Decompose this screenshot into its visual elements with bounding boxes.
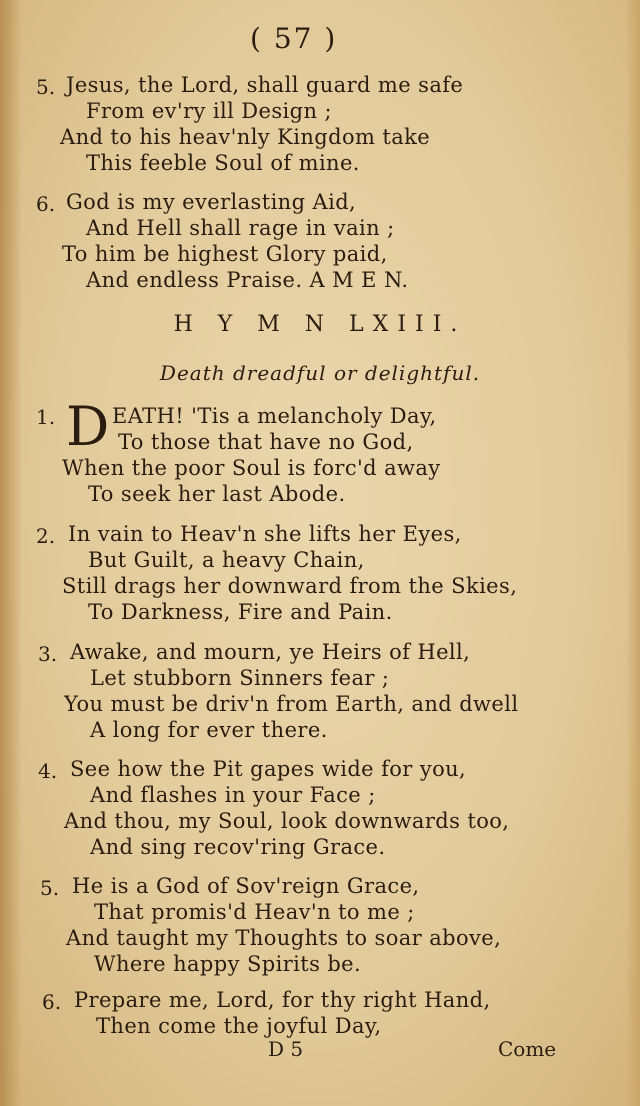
page-number: ( 57 ) — [250, 22, 338, 55]
verse-line: Where happy Spirits be. — [94, 952, 362, 976]
hymn-subtitle: Death dreadful or delightful. — [159, 361, 481, 385]
verse-line: And endless Praise. A M E N. — [86, 268, 409, 292]
page-edge-shadow-left — [0, 0, 22, 1106]
verse-line: To seek her last Abode. — [88, 482, 346, 506]
stanza-number: 6. — [42, 990, 62, 1014]
verse-line: To those that have no God, — [118, 430, 414, 454]
verse-line: Let stubborn Sinners fear ; — [90, 666, 390, 690]
verse-line: And taught my Thoughts to soar above, — [66, 926, 502, 950]
verse-line: In vain to Heav'n she lifts her Eyes, — [68, 522, 462, 546]
verse-line: This feeble Soul of mine. — [86, 151, 360, 175]
verse-line: To him be highest Glory paid, — [62, 242, 388, 266]
verse-line: God is my everlasting Aid, — [66, 190, 357, 214]
verse-line: Jesus, the Lord, shall guard me safe — [66, 73, 464, 97]
verse-line: Still drags her downward from the Skies, — [62, 574, 518, 598]
verse-line: EATH! 'Tis a melancholy Day, — [112, 404, 437, 428]
stanza-number: 5. — [40, 876, 60, 900]
verse-line: You must be driv'n from Earth, and dwell — [64, 692, 519, 716]
verse-line: And thou, my Soul, look downwards too, — [64, 809, 510, 833]
verse-line: But Guilt, a heavy Chain, — [88, 548, 365, 572]
verse-line: That promis'd Heav'n to me ; — [94, 900, 415, 924]
verse-line: And flashes in your Face ; — [90, 783, 376, 807]
verse-line: And to his heav'nly Kingdom take — [60, 125, 431, 149]
catchword: Come — [498, 1037, 557, 1061]
verse-line: When the poor Soul is forc'd away — [62, 456, 441, 480]
drop-cap: D — [66, 395, 110, 458]
verse-line: And sing recov'ring Grace. — [90, 835, 386, 859]
verse-line: Prepare me, Lord, for thy right Hand, — [74, 988, 491, 1012]
signature-mark: D 5 — [268, 1037, 304, 1061]
stanza-number: 4. — [38, 759, 58, 783]
stanza-number: 2. — [36, 524, 56, 548]
verse-line: See how the Pit gapes wide for you, — [70, 757, 467, 781]
stanza-number: 3. — [38, 642, 58, 666]
stanza-number: 6. — [36, 192, 56, 216]
verse-line: He is a God of Sov'reign Grace, — [72, 874, 420, 898]
verse-line: A long for ever there. — [90, 718, 328, 742]
stanza-number: 5. — [36, 75, 56, 99]
verse-line: Then come the joyful Day, — [96, 1014, 382, 1038]
verse-line: Awake, and mourn, ye Heirs of Hell, — [70, 640, 471, 664]
verse-line: To Darkness, Fire and Pain. — [88, 600, 393, 624]
verse-line: From ev'ry ill Design ; — [86, 99, 332, 123]
page-edge-shadow-right — [626, 0, 640, 1106]
verse-line: And Hell shall rage in vain ; — [86, 216, 395, 240]
hymn-title: H Y M N LXIII. — [173, 312, 467, 337]
stanza-number: 1. — [36, 405, 56, 429]
